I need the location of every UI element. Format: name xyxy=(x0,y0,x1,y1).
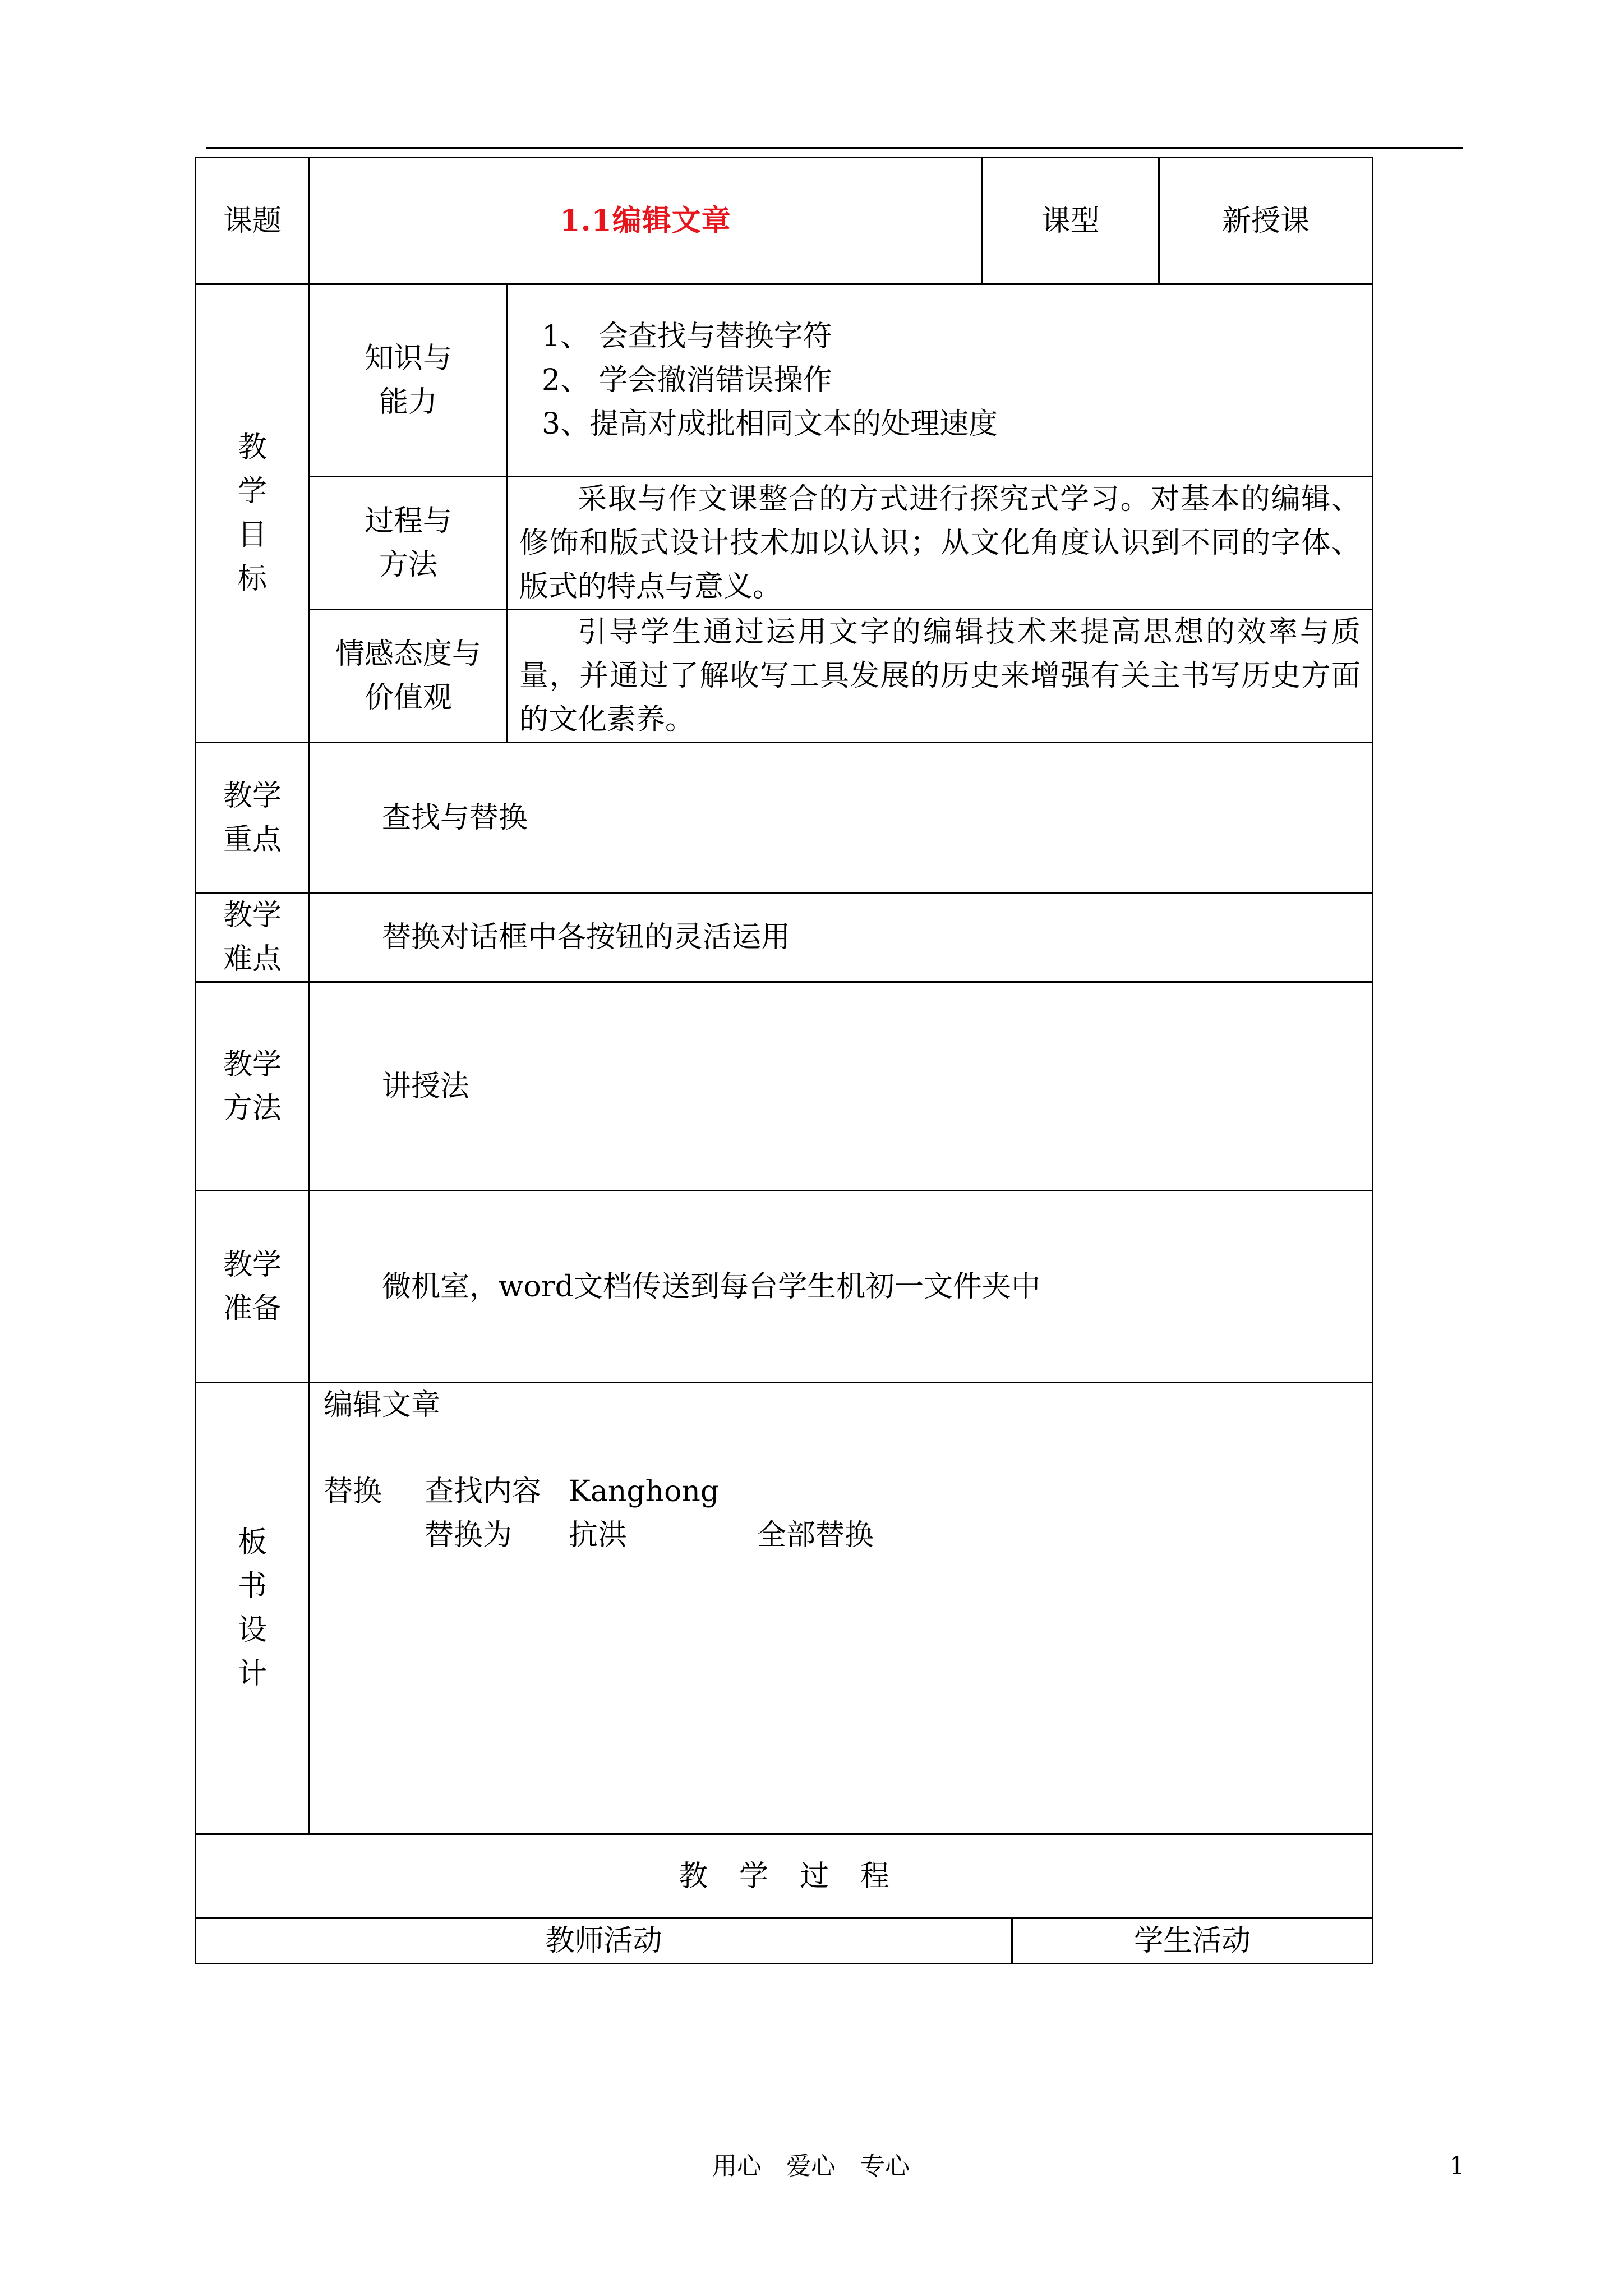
method-label: 教学 方法 xyxy=(196,982,310,1191)
method-text: 讲授法 xyxy=(310,982,1373,1191)
objectives-label: 教 学 目 标 xyxy=(196,284,310,743)
preparation-text: 微机室，word文档传送到每台学生机初一文件夹中 xyxy=(310,1191,1373,1383)
difficulty-row xyxy=(196,893,1373,982)
student-activity-header: 学生活动 xyxy=(1012,1918,1373,1964)
preparation-label: 教学 准备 xyxy=(196,1191,310,1383)
board-design-content xyxy=(310,1383,1373,1834)
board-row: 替换为 抗洪 全部替换 xyxy=(425,1519,874,1552)
knowledge-list xyxy=(508,284,1373,477)
process-title-row xyxy=(196,1834,1373,1918)
knowledge-item: 1、 会查找与替换字符 xyxy=(542,320,832,353)
key-point-row xyxy=(196,743,1373,893)
lesson-title: 1.1编辑文章 xyxy=(310,158,982,284)
emotion-text: 引导学生通过运用文字的编辑技术来提高思想的效率与质量，并通过了解收写工具发展的历史来增强有关主书写历史方面的文化素养。 xyxy=(508,610,1373,743)
lesson-plan-table xyxy=(195,157,1373,1964)
board-design-row xyxy=(196,1383,1373,1834)
preparation-row xyxy=(196,1191,1373,1383)
header-row xyxy=(196,158,1373,284)
key-point-text: 查找与替换 xyxy=(310,743,1373,893)
activity-header-row xyxy=(196,1918,1373,1964)
emotion-label: 情感态度与 价值观 xyxy=(310,610,508,743)
difficulty-text: 替换对话框中各按钮的灵活运用 xyxy=(310,893,1373,982)
difficulty-label: 教学 难点 xyxy=(196,893,310,982)
type-label: 课型 xyxy=(982,158,1159,284)
knowledge-label: 知识与 能力 xyxy=(310,284,508,477)
board-title: 编辑文章 xyxy=(324,1388,441,1422)
process-title: 教 学 过 程 xyxy=(196,1834,1373,1918)
teacher-activity-header: 教师活动 xyxy=(196,1918,1012,1964)
objective-knowledge-row xyxy=(196,284,1373,477)
objective-emotion-row xyxy=(196,610,1373,743)
key-point-label: 教学 重点 xyxy=(196,743,310,893)
objective-process-row xyxy=(196,477,1373,610)
board-row: 替换 查找内容 Kanghong xyxy=(324,1475,720,1508)
header-rule xyxy=(206,147,1463,149)
page-number: 1 xyxy=(1449,2152,1465,2180)
topic-label: 课题 xyxy=(196,158,310,284)
type-value: 新授课 xyxy=(1159,158,1373,284)
process-method-label: 过程与 方法 xyxy=(310,477,508,610)
board-design-label: 板 书 设 计 xyxy=(196,1383,310,1834)
knowledge-item: 2、 学会撤消错误操作 xyxy=(542,364,832,397)
footer-motto: 用心 爱心 专心 xyxy=(712,2152,910,2180)
process-method-text: 采取与作文课整合的方式进行探究式学习。对基本的编辑、修饰和版式设计技术加以认识；从文化角度认识到不同的字体、版式的特点与意义。 xyxy=(508,477,1373,610)
method-row xyxy=(196,982,1373,1191)
knowledge-item: 3、提高对成批相同文本的处理速度 xyxy=(542,407,998,441)
